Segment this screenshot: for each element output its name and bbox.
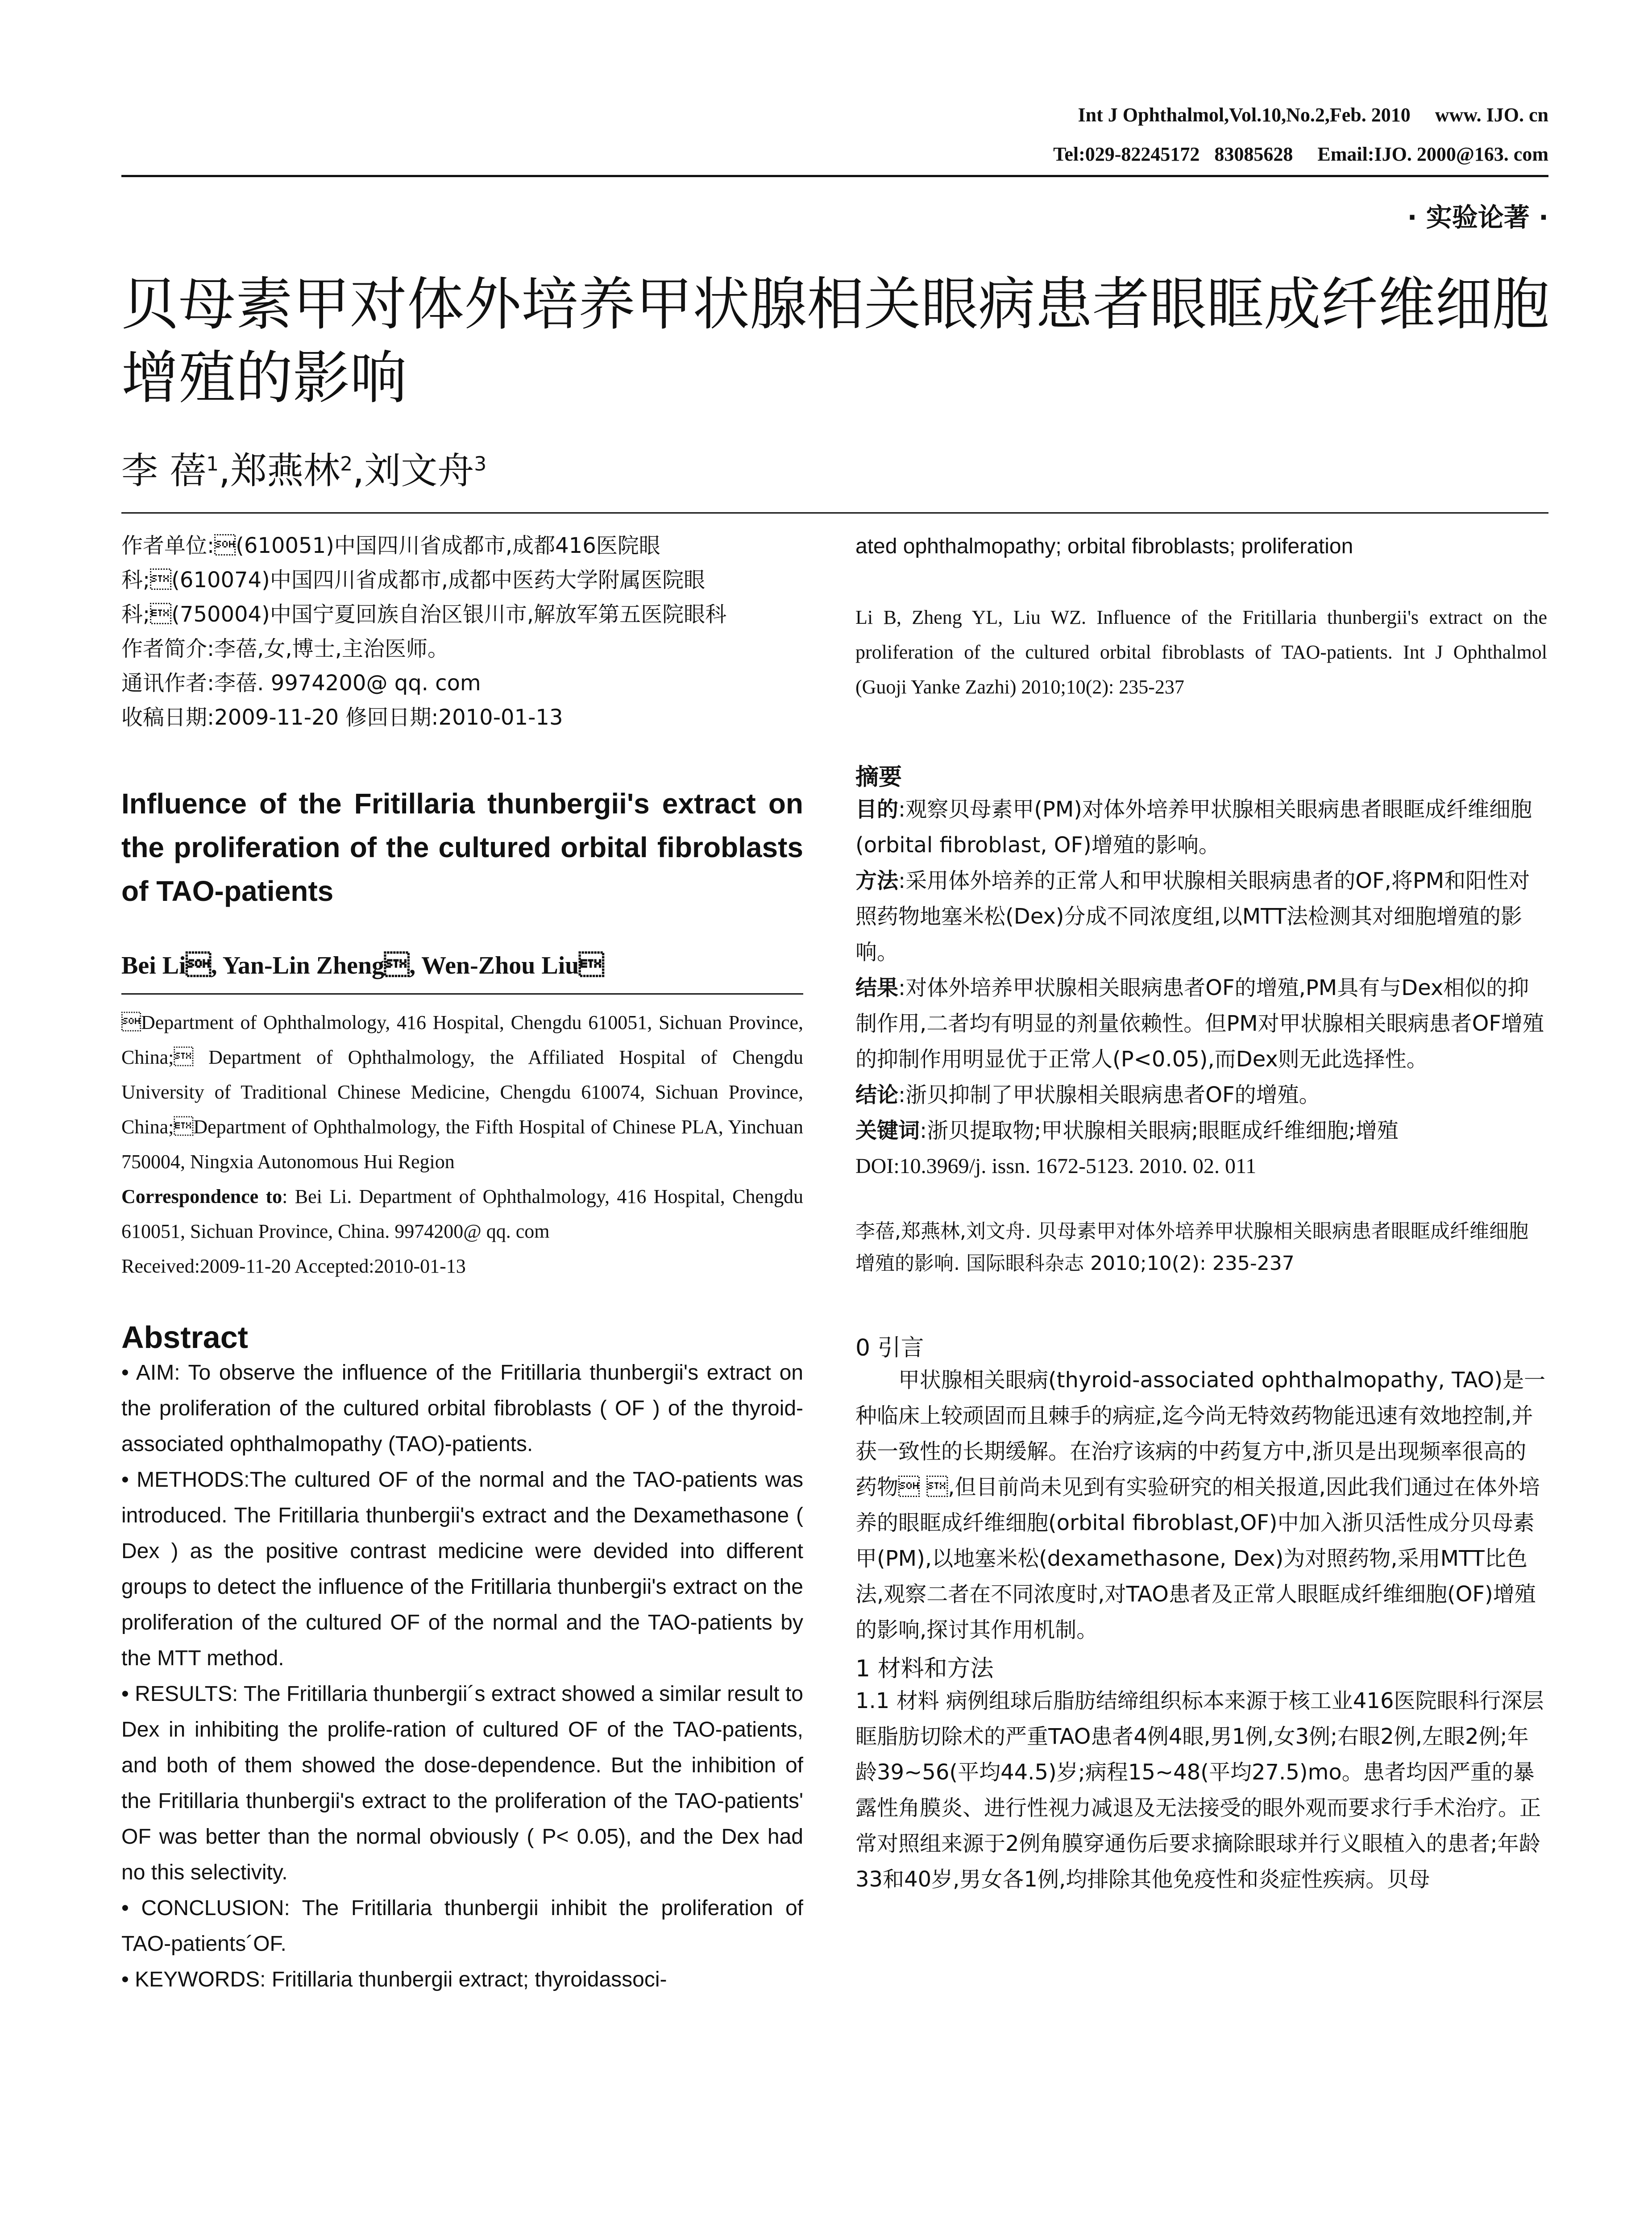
summary-heading: 摘要 [855, 764, 902, 791]
materials-text: 病例组球后脂肪结缔组织标本来源于核工业416医院眼科行深层眶脂肪切除术的严重TAO患者4例4眼,男1例,女3例;右眼2例,左眼2例;年龄39~56(平均44.5)岁;病程15~48(平均27.5)mo。患者均因严重的暴露性角膜炎、进行性视力减退及无法接受的眼外观而要求行手术治疗。正常对照组来源于2例角膜穿通伤后要求摘除眼球并行义眼植入的患者;年龄33和40岁,男女各1例,均排除其他免疫性和炎症性疾病。贝母 [855, 1688, 1544, 1892]
intro-heading: 0 引言 [855, 1335, 924, 1361]
objective-label: 目的 [855, 797, 899, 822]
abstract-keywords: • KEYWORDS: Fritillaria thunbergii extract; thyroidassoci- [121, 1968, 667, 1991]
summary-keywords [855, 1113, 1547, 1149]
methods-text: :采用体外培养的正常人和甲状腺相关眼病患者的OF,将PM和阳性对照药物地塞米松(Dex)分成不同浓度组,以MTT法检测其对细胞增殖的影响。 [855, 868, 1530, 965]
summary-results [855, 970, 1547, 1077]
results-text: :对体外培养甲状腺相关眼病患者OF的增殖,PM具有与Dex相似的抑制作用,二者均有明显的剂量依赖性。但PM对甲状腺相关眼病患者OF增殖的抑制作用明显优于正常人(P<0.05),而Dex则无此选择性。 [855, 975, 1544, 1072]
keywords-label: 关键词 [855, 1118, 920, 1143]
author-name: 李 蓓 [121, 450, 207, 492]
section-tag: · 实验论著 · [1407, 202, 1548, 232]
keywords-text: :浙贝提取物;甲状腺相关眼病;眼眶成纤维细胞;增殖 [920, 1118, 1399, 1143]
intro-paragraph: 甲状腺相关眼病(thyroid-associated ophthalmopathy, TAO)是一种临床上较顽固而且棘手的病症,迄今尚无特效药物能迅速有效地控制,并获一致性的长期缓解。在治疗该病的中药复方中,浙贝是出现频率很高的药物 ,但目前尚未见到有实验研究的相关报道,因此我们通过在体外培养的眼眶成纤维细胞(orbital fibroblast,OF)中加入浙贝活性成分贝母素甲(PM),以地塞米松(dexamethasone, Dex)为对照药物,采用MTT比色法,观察二者在不同浓度时,对TAO患者及正常人眼眶成纤维细胞(OF)增殖的影响,探讨其作用机制。 [855, 1368, 1546, 1642]
english-affiliation: Department of Ophthalmology, 416 Hospital, Chengdu 610051, Sichuan Province, China; Department of Ophthalmology, the Affiliated Hospital of Chengdu University of Traditional Chinese Medicine, Chengdu 610074, Sichuan Province, China;Department of Ophthalmology, the Fifth Hospital of Chinese PLA, Yinchuan 750004, Ningxia Autonomous Hui Region [121, 1012, 803, 1173]
summary-conclusion [855, 1077, 1547, 1113]
author-list [121, 442, 486, 494]
journal-header-line1: Int J Ophthalmol,Vol.10,No.2,Feb. 2010 www. IJO. cn [1078, 104, 1548, 126]
received-accepted: Received:2009-11-20 Accepted:2010-01-13 [121, 1255, 466, 1277]
citation-chinese: 李蓓,郑燕林,刘文舟. 贝母素甲对体外培养甲状腺相关眼病患者眼眶成纤维细胞增殖的影响. 国际眼科杂志 2010;10(2): 235-237 [855, 1220, 1528, 1275]
header-rule [121, 175, 1548, 177]
abstract-methods: • METHODS:The cultured OF of the normal and the TAO-patients was introduced. The Fritillaria thunbergii's extract and the Dexamethasone ( Dex ) as the positive contrast medicine were devided into different groups to detect the influence of the Fritillaria thunbergii's extract on the proliferation of the cultured OF of the normal and the TAO-patients by the MTT method. [121, 1468, 803, 1670]
author-bio: 作者简介:李蓓,女,博士,主治医师。 [121, 636, 449, 661]
author-rule-en [121, 993, 803, 995]
author-affiliation-mark: 1 [206, 452, 219, 476]
conclusion-text: :浙贝抑制了甲状腺相关眼病患者OF的增殖。 [898, 1082, 1320, 1107]
english-title: Influence of the Fritillaria thunbergii's extract on the proliferation of the cultured orbital fibroblasts of TAO-patients [121, 788, 803, 907]
affiliation-cn: 作者单位:(610051)中国四川省成都市,成都416医院眼科;(610074)中国四川省成都市,成都中医药大学附属医院眼科;(750004)中国宁夏回族自治区银川市,解放军第五医院眼科 [121, 533, 727, 627]
conclusion-label: 结论 [855, 1082, 899, 1107]
doi: DOI:10.3969/j. issn. 1672-5123. 2010. 02. 011 [855, 1154, 1257, 1178]
abstract-aim: • AIM: To observe the influence of the Fritillaria thunbergii's extract on the proliferation of the cultured orbital fibroblasts ( OF ) of the thyroid-associated ophthalmopathy (TAO)-patients. [121, 1361, 803, 1456]
author-affiliation-mark: 2 [340, 452, 353, 476]
author-rule [121, 512, 1548, 514]
author-name: ,刘文舟 [353, 450, 474, 492]
materials-label: 1.1 材料 [855, 1688, 939, 1713]
english-authors: Bei Li, Yan-Lin Zheng, Wen-Zhou Liu [121, 952, 604, 979]
results-label: 结果 [855, 975, 899, 1000]
author-name: ,郑燕林 [219, 450, 340, 492]
received-dates-cn: 收稿日期:2009-11-20 修回日期:2010-01-13 [121, 705, 563, 730]
keywords-continued: ated ophthalmopathy; orbital fibroblasts; proliferation [855, 535, 1353, 558]
journal-header-line2: Tel:029-82245172 83085628 Email:IJO. 2000@163. com [1053, 143, 1548, 165]
abstract-conclusion: • CONCLUSION: The Fritillaria thunbergii inhibit the proliferation of TAO-patients´OF. [121, 1896, 803, 1956]
methods-heading: 1 材料和方法 [855, 1655, 994, 1682]
correspondence [121, 1179, 803, 1249]
objective-text: :观察贝母素甲(PM)对体外培养甲状腺相关眼病患者眼眶成纤维细胞(orbital fibroblast, OF)增殖的影响。 [855, 797, 1532, 858]
abstract-heading: Abstract [121, 1320, 248, 1355]
left-column [121, 529, 803, 1998]
correspondence-label: Correspondence to [121, 1186, 282, 1207]
correspondence-text: : Bei Li. Department of Ophthalmology, 416 Hospital, Chengdu 610051, Sichuan Province, China. 9974200@ qq. com [121, 1186, 804, 1242]
author-affiliation-mark: 3 [474, 452, 487, 476]
corresponding-author: 通讯作者:李蓓. 9974200@ qq. com [121, 671, 481, 696]
methods-label: 方法 [855, 868, 899, 893]
article-title: 贝母素甲对体外培养甲状腺相关眼病患者眼眶成纤维细胞增殖的影响 [121, 271, 1550, 411]
abstract-results: • RESULTS: The Fritillaria thunbergii´s extract showed a similar result to Dex in inhibiting the prolife-ration of cultured OF of the TAO-patients, and both of them showed the dose-dependence. But the inhibition of the Fritillaria thunbergii's extract to the proliferation of the TAO-patients' OF was better than the normal obviously ( P< 0.05), and the Dex had no this selectivity. [121, 1682, 803, 1884]
right-column [855, 529, 1547, 1897]
materials-paragraph [855, 1683, 1547, 1897]
citation-english: Li B, Zheng YL, Liu WZ. Influence of the Fritillaria thunbergii's extract on the proliferation of the cultured orbital fibroblasts of TAO-patients. Int J Ophthalmol (Guoji Yanke Zazhi) 2010;10(2): 235-237 [855, 606, 1547, 698]
summary-methods [855, 863, 1547, 970]
summary-objective [855, 792, 1547, 863]
